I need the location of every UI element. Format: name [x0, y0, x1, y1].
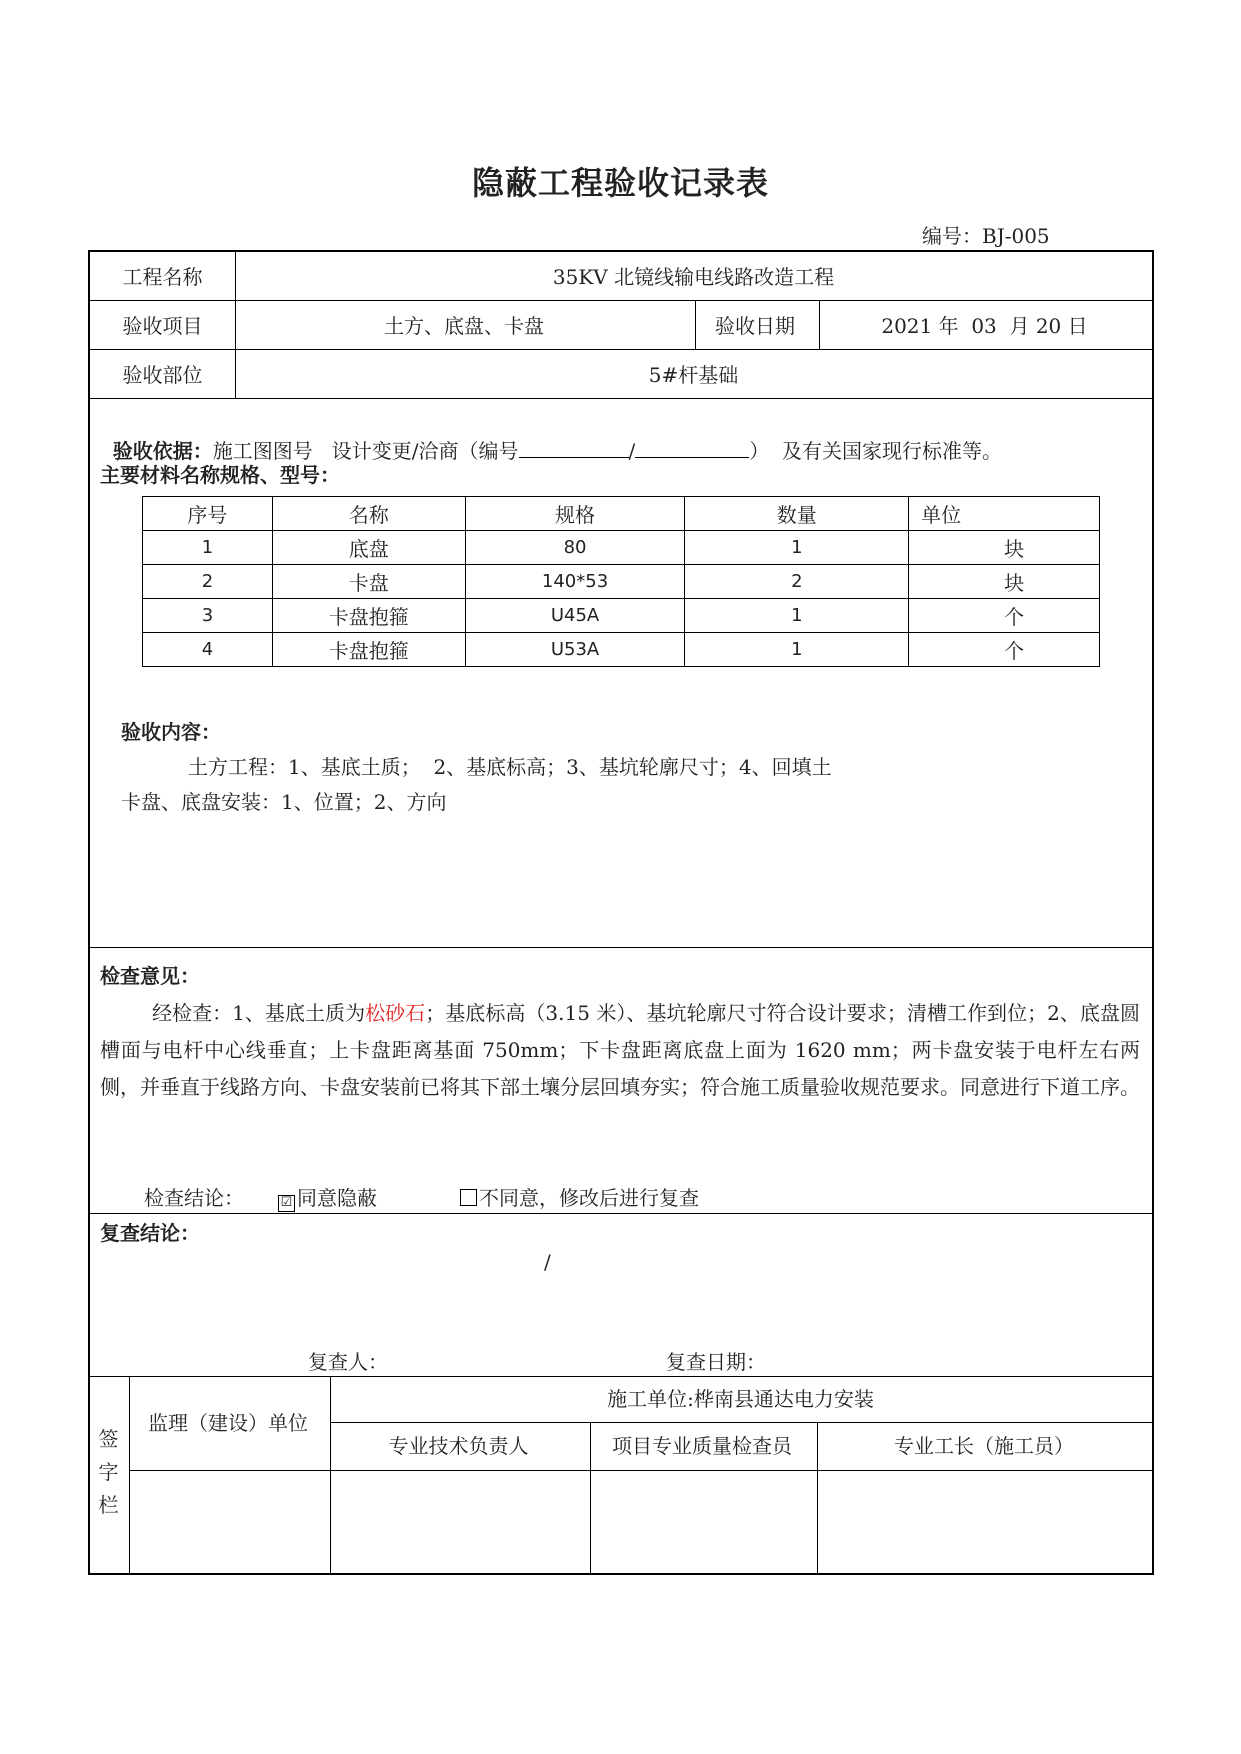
contractor-unit-label: 施工单位:桦南县通达电力安装	[607, 1386, 874, 1411]
project-name-label: 工程名称	[122, 265, 203, 289]
item-label: 验收项目	[122, 313, 203, 338]
disagree-option	[460, 1182, 699, 1211]
agree-text: 同意隐蔽	[297, 1186, 377, 1210]
cell-index: 2	[143, 565, 273, 599]
date-label: 验收日期	[715, 313, 795, 338]
content-heading: 验收内容：	[121, 720, 221, 744]
cell-unit: 个	[909, 633, 1100, 667]
col-header-spec: 规格	[465, 497, 685, 531]
content-line-2: 卡盘、底盘安装：1、位置；2、方向	[121, 790, 447, 814]
cell-name: 卡盘抱箍	[272, 599, 465, 633]
cell-qty: 1	[685, 633, 909, 667]
checked-box-icon: ☑	[278, 1195, 295, 1212]
conclusion-label: 检查结论：	[144, 1186, 244, 1210]
date-value: 2021 年 03 月 20 日	[881, 313, 1088, 338]
cell-index: 4	[143, 633, 273, 667]
cell-index: 3	[143, 599, 273, 633]
cell-name: 卡盘	[272, 565, 465, 599]
cell-name: 卡盘抱箍	[272, 633, 465, 667]
cell-index: 1	[143, 531, 273, 565]
opinion-heading: 检查意见：	[100, 964, 200, 988]
table-row	[143, 633, 1100, 667]
table-row	[143, 599, 1100, 633]
cell-name: 底盘	[272, 531, 465, 565]
foreman-header: 专业工长（施工员）	[894, 1434, 1074, 1458]
review-heading: 复查结论：	[100, 1221, 200, 1245]
cell-unit: 个	[909, 599, 1100, 633]
cell-unit: 块	[909, 531, 1100, 565]
opinion-text: 经检查：1、基底土质为松砂石；基底标高（3.15 米）、基坑轮廓尺寸符合设计要求；清槽工作到位；2、底盘圆槽面与电杆中心线垂直；上卡盘距离基面 750mm；下卡盘距离底盘上面为 1620 mm；两卡盘安装于电杆左右两侧，并垂直于线路方向、卡盘安装前已将其下部土壤分层回填夯实；符合施工质量验收规范要求。同意进行下道工序。	[100, 1001, 1140, 1099]
reviewer-label: 复查人：	[308, 1350, 388, 1374]
supervisor-unit-label: 监理（建设）单位	[148, 1410, 308, 1435]
table-header-row	[143, 497, 1100, 531]
content-line-1: 土方工程：1、基底土质； 2、基底标高；3、基坑轮廓尺寸；4、回填土	[188, 755, 832, 779]
cell-spec: 80	[465, 531, 685, 565]
signature-side-label: 签 字 栏	[98, 1427, 119, 1517]
agree-option	[278, 1182, 377, 1212]
col-header-unit: 单位	[909, 497, 1100, 531]
quality-inspector-header: 项目专业质量检查员	[612, 1434, 792, 1458]
soil-type-highlight: 松砂石	[365, 1001, 426, 1025]
disagree-text: 不同意，修改后进行复查	[479, 1186, 699, 1210]
cell-qty: 1	[685, 531, 909, 565]
basis-line	[100, 411, 1002, 464]
cell-unit: 块	[909, 565, 1100, 599]
location-label: 验收部位	[122, 362, 203, 387]
col-header-name: 名称	[272, 497, 465, 531]
document-number: 编号：BJ-005	[922, 224, 1050, 248]
cell-qty: 1	[685, 599, 909, 633]
tech-lead-header: 专业技术负责人	[388, 1434, 529, 1458]
cell-spec: 140*53	[465, 565, 685, 599]
review-slash: /	[544, 1250, 551, 1274]
basis-label: 验收依据：	[112, 439, 213, 463]
project-name-value: 35KV 北镜线输电线路改造工程	[552, 265, 835, 289]
cell-qty: 2	[685, 565, 909, 599]
cell-spec: U53A	[465, 633, 685, 667]
page-title: 隐蔽工程验收记录表	[471, 164, 769, 202]
review-date-label: 复查日期：	[666, 1350, 766, 1374]
basis-text-1: 施工图图号 设计变更/洽商（编号	[212, 439, 519, 463]
table-row	[143, 531, 1100, 565]
basis-slash: /	[628, 439, 636, 463]
cell-spec: U45A	[465, 599, 685, 633]
table-row	[143, 565, 1100, 599]
col-header-index: 序号	[143, 497, 273, 531]
col-header-qty: 数量	[685, 497, 909, 531]
basis-text-2: ） 及有关国家现行标准等。	[749, 439, 1002, 463]
location-value: 5#杆基础	[648, 362, 739, 387]
item-value: 土方、底盘、卡盘	[384, 313, 544, 338]
unchecked-box-icon	[460, 1189, 477, 1206]
materials-table	[142, 496, 1100, 667]
materials-heading: 主要材料名称规格、型号：	[100, 463, 340, 487]
